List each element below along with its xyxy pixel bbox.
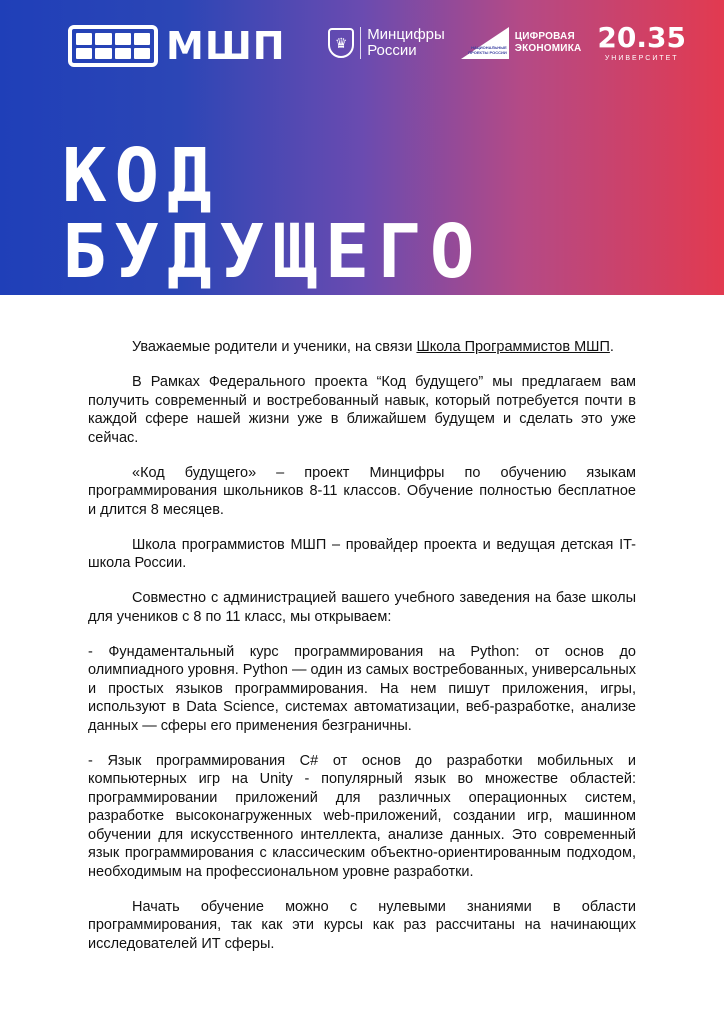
msp-logo [68,24,286,68]
closing-paragraph: Начать обучение можно с нулевыми знаниями в области программирования, так как эти курсы как раз рассчитаны на начинающих исследователей ИТ сферы. [88,898,636,952]
greeting-text: Уважаемые родители и ученики, на связи [132,339,417,355]
university-2035-logo [597,21,686,62]
national-projects-badge: НАЦИОНАЛЬНЫЕ ПРОЕКТЫ РОССИИ [468,45,507,55]
keyboard-icon [68,25,158,67]
project-paragraph: В Рамках Федерального проекта “Код будущего” мы предлагаем вам получить современный и востребованный навык, который потребуется почти в каждой сфере нашей жизни уже в ближайшем будущем и сделать это уже сейчас. [88,374,636,446]
digital-economy-line2: ЭКОНОМИКА [514,43,582,54]
greeting-tail: . [609,339,614,355]
csharp-course-paragraph: - Язык программирования C# от основ до разработки мобильных и компьютерных игр на Unity - популярный язык во множестве областей: программировании приложений для различных операционных систем, разработке высоконагруженных web-приложений, создании игр, машинном обучении для искусственного интеллекта, анализе данных. Это современный язык программирования с классическим объектно-ориентированным подходом, необходимым на профессиональном уровне разработки. [88,752,636,880]
mincifry-logo [360,27,445,59]
digital-economy-text [515,31,582,55]
python-course-paragraph: - Фундаментальный курс программирования на Python: от основ до олимпиадного уровня. Python — один из самых востребованных, универсальных и простых языков программирования. На нем пишут приложения, игры, используют в Data Science, системах автоматизации, веб-разработке, анализе данных — сферы его применения безграничны. [88,643,636,734]
offer-paragraph: Совместно с администрацией вашего учебного заведения на базе школы для учеников с 8 по 11 класс, мы открываем: [88,590,636,625]
mincifry-line2: России [367,42,417,59]
provider-paragraph: Школа программистов МШП – провайдер проекта и ведущая детская IT-школа России. [88,536,636,571]
mincifry-line1: Минцифры [367,26,445,43]
partner-logos [328,21,686,62]
digital-economy-line1: ЦИФРОВАЯ [514,31,575,42]
university-number: 20.35 [597,21,686,54]
msp-logo-text: МШП [166,24,286,68]
national-projects-icon [461,27,509,59]
school-link[interactable]: Школа Программистов МШП [416,339,610,355]
title-line-2: БУДУЩЕГО [62,209,483,295]
header-banner [0,0,724,295]
digital-economy-logo [461,27,582,59]
university-label: УНИВЕРСИТЕТ [604,55,679,62]
greeting-paragraph [88,338,636,357]
coat-of-arms-icon: ♛ [328,28,354,58]
about-project-paragraph: «Код будущего» – проект Минцифры по обучению языкам программирования школьников 8-11 классов. Обучение полностью бесплатное и длится 8 месяцев. [88,464,636,518]
title-line-1: КОД [62,133,220,219]
letter-body [88,338,636,970]
page-title [62,133,483,295]
